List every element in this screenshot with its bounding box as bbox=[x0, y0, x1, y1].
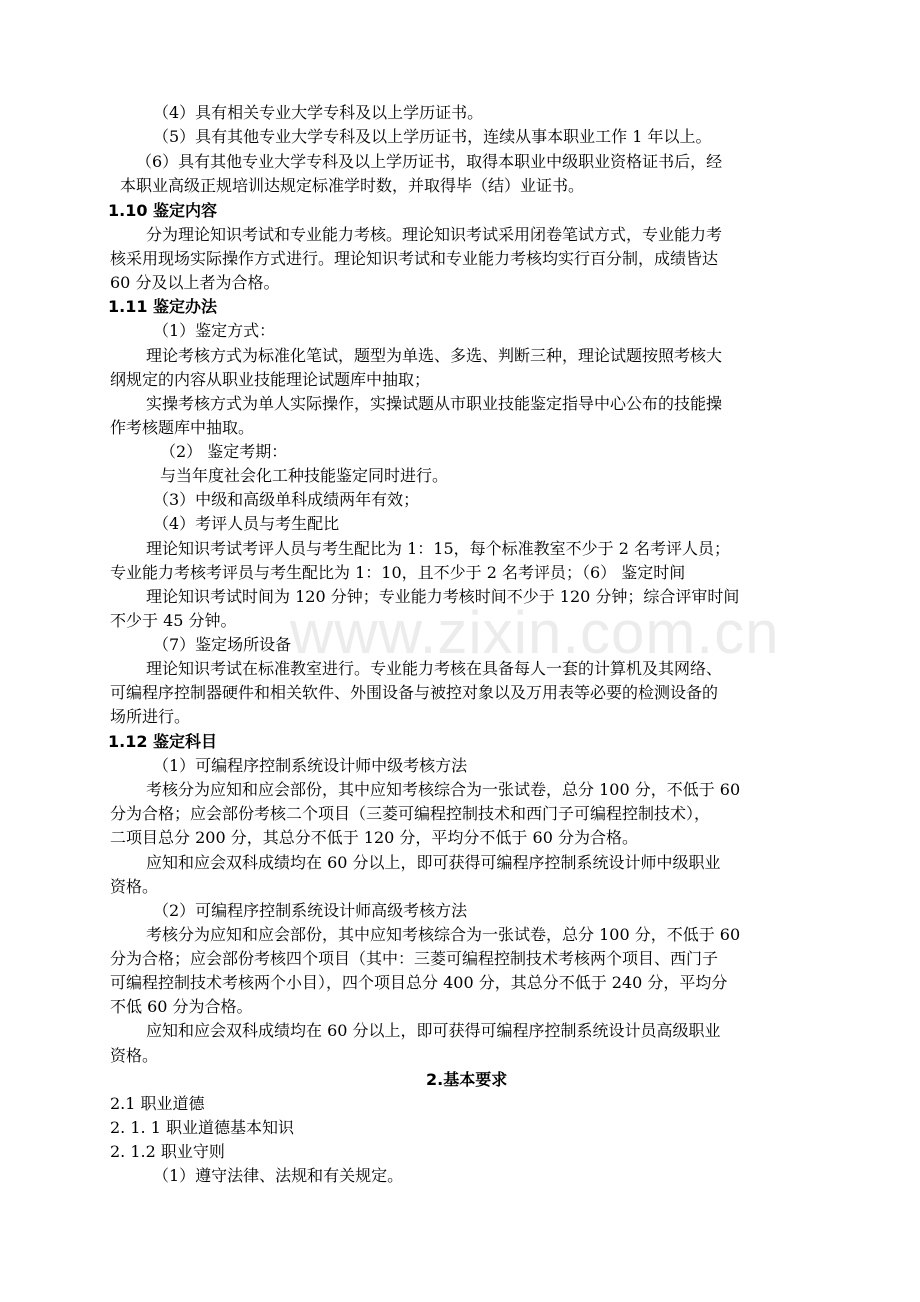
text-line: 理论知识考试时间为 120 分钟；专业能力考核时间不少于 120 分钟；综合评审时间 bbox=[146, 587, 740, 606]
text-line: （3）中级和高级单科成绩两年有效； bbox=[153, 490, 420, 509]
section-heading: 1.12 鉴定科目 bbox=[108, 732, 218, 751]
text-line: 应知和应会双科成绩均在 60 分以上，即可获得可编程序控制系统设计师中级职业 bbox=[146, 853, 721, 872]
text-line: 分为理论知识考试和专业能力考核。理论知识考试采用闭卷笔试方式，专业能力考 bbox=[146, 225, 723, 244]
text-line: 实操考核方式为单人实际操作，实操试题从市职业技能鉴定指导中心公布的技能操 bbox=[146, 394, 723, 413]
text-line: （1）遵守法律、法规和有关规定。 bbox=[153, 1166, 404, 1185]
text-line: 理论知识考试在标准教室进行。专业能力考核在具备每人一套的计算机及其网络、 bbox=[146, 659, 723, 678]
text-line: 作考核题库中抽取。 bbox=[110, 418, 255, 437]
watermark: www.zixin.com.cn bbox=[290, 599, 780, 666]
text-line: （6）具有其他专业大学专科及以上学历证书，取得本职业中级职业资格证书后，经 bbox=[136, 152, 723, 171]
text-line: 可编程序控制器硬件和相关软件、外围设备与被控对象以及万用表等必要的检测设备的 bbox=[110, 683, 719, 702]
text-line: 分为合格；应会部份考核二个项目（三菱可编程控制技术和西门子可编程控制技术）， bbox=[110, 804, 711, 823]
text-line: 场所进行。 bbox=[110, 707, 191, 726]
text-line: （4）具有相关专业大学专科及以上学历证书。 bbox=[153, 103, 484, 122]
text-line: 理论知识考试考评人员与考生配比为 1：15，每个标准教室不少于 2 名考评人员； bbox=[146, 539, 730, 558]
text-line: 2.1 职业道德 bbox=[110, 1094, 205, 1113]
text-line: 不少于 45 分钟。 bbox=[110, 611, 237, 630]
section-heading: 1.11 鉴定办法 bbox=[108, 297, 218, 316]
text-line: 可编程控制技术考核两个小目），四个项目总分 400 分，其总分不低于 240 分，平均分 bbox=[110, 973, 728, 992]
text-line: （1）可编程序控制系统设计师中级考核方法 bbox=[153, 756, 468, 775]
text-line: 2. 1. 1 职业道德基本知识 bbox=[110, 1118, 294, 1137]
text-line: 二项目总分 200 分，其总分不低于 120 分，平均分不低于 60 分为合格。 bbox=[110, 828, 638, 847]
text-line: 与当年度社会化工种技能鉴定同时进行。 bbox=[160, 466, 449, 485]
text-line: （4）考评人员与考生配比 bbox=[153, 514, 340, 533]
text-line: （2） 鉴定考期： bbox=[160, 442, 288, 461]
text-line: 本职业高级正规培训达规定标准学时数，并取得毕（结）业证书。 bbox=[120, 176, 585, 195]
text-line: 考核分为应知和应会部份，其中应知考核综合为一张试卷，总分 100 分，不低于 60 bbox=[146, 925, 741, 944]
text-line: 理论考核方式为标准化笔试，题型为单选、多选、判断三种，理论试题按照考核大 bbox=[146, 346, 723, 365]
text-line: 资格。 bbox=[110, 877, 159, 896]
chapter-heading: 2.基本要求 bbox=[426, 1070, 508, 1089]
text-line: （5）具有其他专业大学专科及以上学历证书，连续从事本职业工作 1 年以上。 bbox=[153, 127, 712, 146]
text-line: （7）鉴定场所设备 bbox=[153, 635, 292, 654]
text-line: 专业能力考核考评员与考生配比为 1：10，且不少于 2 名考评员；（6） 鉴定时间 bbox=[110, 563, 686, 582]
text-line: 2. 1.2 职业守则 bbox=[110, 1142, 225, 1161]
text-line: 应知和应会双科成绩均在 60 分以上，即可获得可编程序控制系统设计员高级职业 bbox=[146, 1021, 721, 1040]
text-line: 核采用现场实际操作方式进行。理论知识考试和专业能力考核均实行百分制，成绩皆达 bbox=[110, 249, 719, 268]
text-line: 考核分为应知和应会部份，其中应知考核综合为一张试卷，总分 100 分，不低于 60 bbox=[146, 780, 741, 799]
text-line: 纲规定的内容从职业技能理论试题库中抽取； bbox=[110, 370, 431, 389]
section-heading: 1.10 鉴定内容 bbox=[108, 201, 218, 220]
text-line: （2）可编程序控制系统设计师高级考核方法 bbox=[153, 901, 468, 920]
text-line: 不低 60 分为合格。 bbox=[110, 997, 253, 1016]
text-line: 60 分及以上者为合格。 bbox=[110, 273, 280, 292]
text-line: （1）鉴定方式： bbox=[153, 321, 276, 340]
text-line: 资格。 bbox=[110, 1046, 159, 1065]
text-line: 分为合格；应会部份考核四个项目（其中：三菱可编程控制技术考核两个项目、西门子 bbox=[110, 949, 719, 968]
